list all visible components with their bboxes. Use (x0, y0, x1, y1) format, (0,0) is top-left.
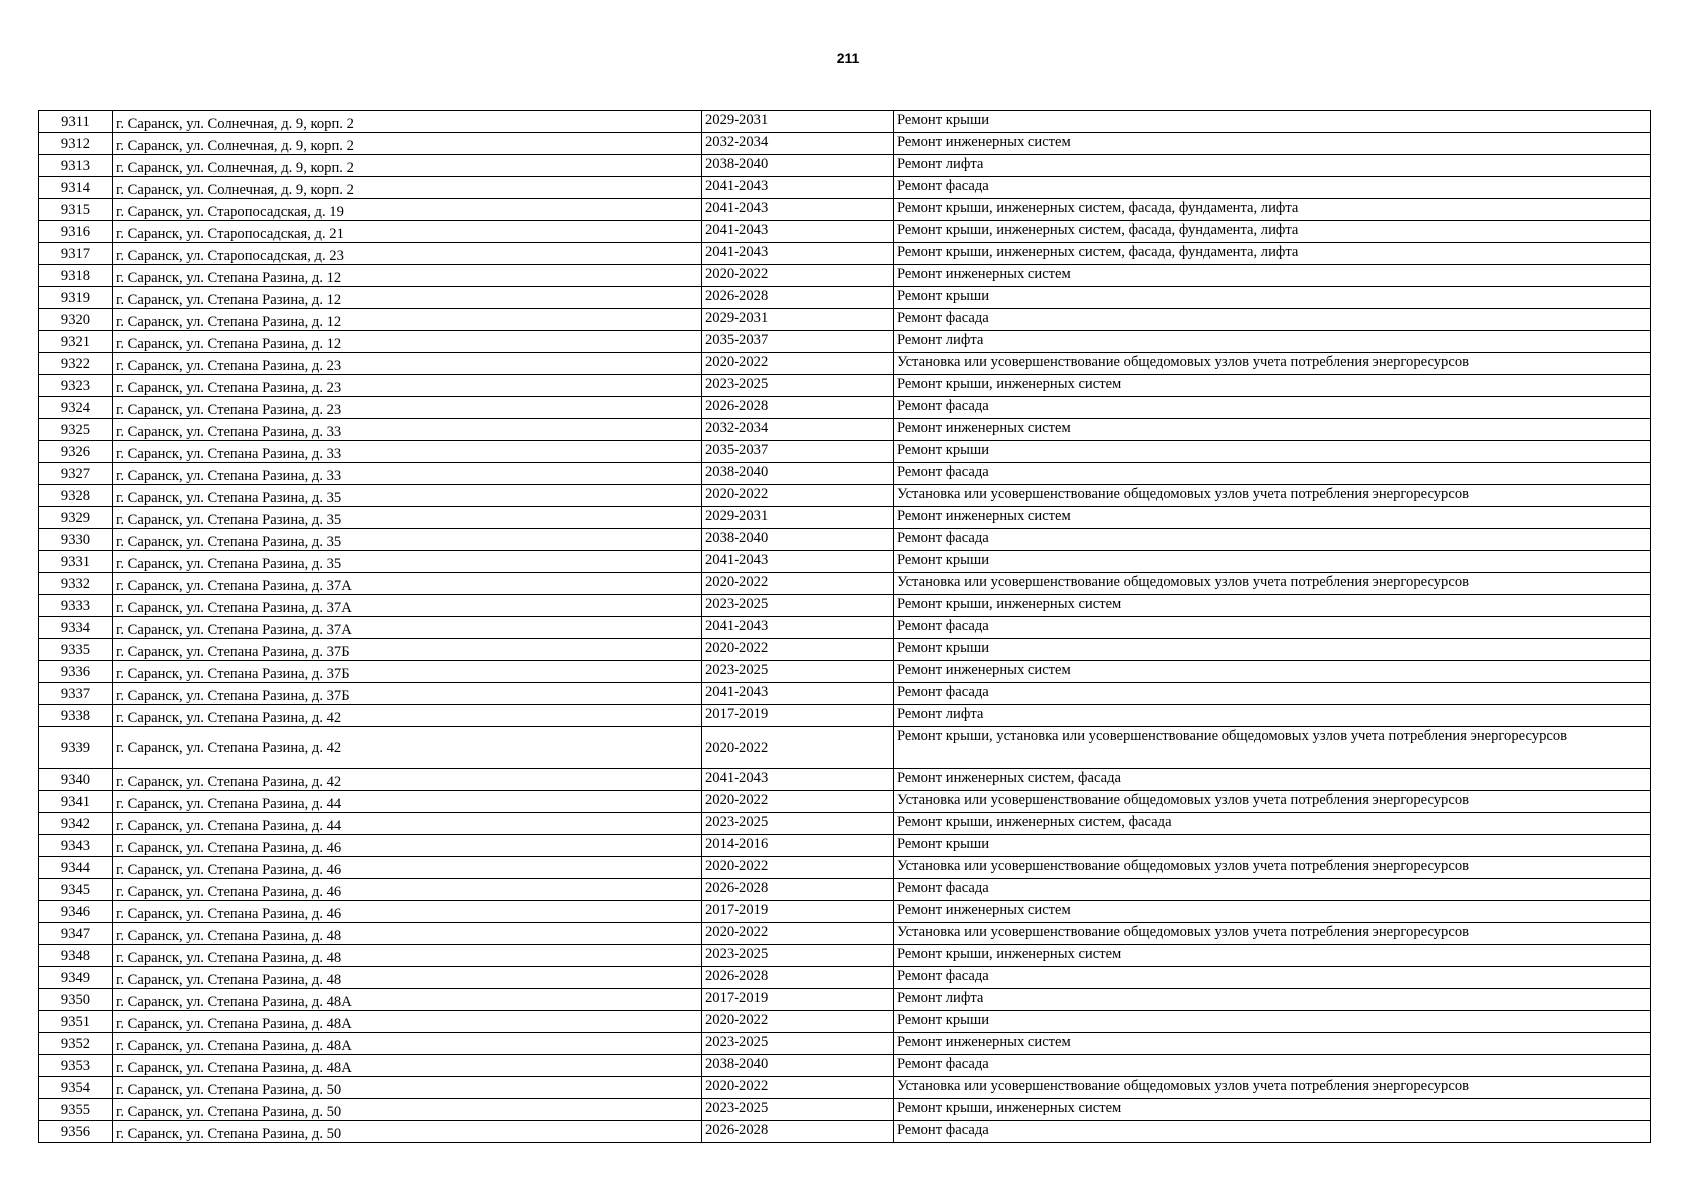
row-number: 9325 (39, 419, 113, 441)
row-address: г. Саранск, ул. Степана Разина, д. 35 (113, 507, 702, 529)
table-row (39, 309, 1651, 331)
row-number: 9345 (39, 879, 113, 901)
row-work-type: Ремонт фасада (894, 1121, 1651, 1143)
row-number: 9320 (39, 309, 113, 331)
row-work-type: Ремонт фасада (894, 177, 1651, 199)
row-period: 2017-2019 (702, 705, 894, 727)
table-row (39, 617, 1651, 639)
row-address: г. Саранск, ул. Степана Разина, д. 44 (113, 813, 702, 835)
table-row (39, 111, 1651, 133)
row-work-type: Ремонт крыши, инженерных систем (894, 375, 1651, 397)
row-address: г. Саранск, ул. Степана Разина, д. 23 (113, 397, 702, 419)
row-work-type: Установка или усовершенствование общедомовых узлов учета потребления энергоресурсов (894, 1077, 1651, 1099)
row-number: 9328 (39, 485, 113, 507)
row-address: г. Саранск, ул. Степана Разина, д. 37А (113, 573, 702, 595)
row-address: г. Саранск, ул. Степана Разина, д. 37Б (113, 661, 702, 683)
table-row (39, 1077, 1651, 1099)
table-row (39, 265, 1651, 287)
row-number: 9317 (39, 243, 113, 265)
row-period: 2020-2022 (702, 573, 894, 595)
row-number: 9339 (39, 727, 113, 769)
row-period: 2023-2025 (702, 1033, 894, 1055)
row-period: 2014-2016 (702, 835, 894, 857)
table-row (39, 199, 1651, 221)
row-number: 9348 (39, 945, 113, 967)
row-number: 9329 (39, 507, 113, 529)
row-address: г. Саранск, ул. Степана Разина, д. 42 (113, 727, 702, 769)
row-period: 2017-2019 (702, 989, 894, 1011)
table-body (39, 111, 1651, 1143)
table-row (39, 551, 1651, 573)
row-number: 9336 (39, 661, 113, 683)
row-period: 2023-2025 (702, 945, 894, 967)
row-number: 9351 (39, 1011, 113, 1033)
row-number: 9322 (39, 353, 113, 375)
table-row (39, 529, 1651, 551)
row-number: 9349 (39, 967, 113, 989)
row-number: 9319 (39, 287, 113, 309)
row-period: 2023-2025 (702, 813, 894, 835)
row-work-type: Ремонт фасада (894, 529, 1651, 551)
row-address: г. Саранск, ул. Степана Разина, д. 48 (113, 945, 702, 967)
table-row (39, 879, 1651, 901)
table-row (39, 221, 1651, 243)
row-number: 9330 (39, 529, 113, 551)
row-period: 2041-2043 (702, 617, 894, 639)
row-number: 9315 (39, 199, 113, 221)
table-row (39, 353, 1651, 375)
row-address: г. Саранск, ул. Степана Разина, д. 44 (113, 791, 702, 813)
row-period: 2020-2022 (702, 727, 894, 769)
row-address: г. Саранск, ул. Степана Разина, д. 35 (113, 485, 702, 507)
row-work-type: Ремонт инженерных систем (894, 133, 1651, 155)
row-period: 2032-2034 (702, 133, 894, 155)
row-work-type: Ремонт фасада (894, 1055, 1651, 1077)
row-number: 9338 (39, 705, 113, 727)
row-address: г. Саранск, ул. Степана Разина, д. 42 (113, 705, 702, 727)
row-period: 2020-2022 (702, 1077, 894, 1099)
row-work-type: Ремонт фасада (894, 879, 1651, 901)
row-work-type: Ремонт инженерных систем (894, 419, 1651, 441)
table-row (39, 1055, 1651, 1077)
row-work-type: Ремонт крыши, инженерных систем (894, 595, 1651, 617)
row-address: г. Саранск, ул. Старопосадская, д. 19 (113, 199, 702, 221)
table-row (39, 1099, 1651, 1121)
table-row (39, 441, 1651, 463)
row-work-type: Ремонт фасада (894, 683, 1651, 705)
row-period: 2020-2022 (702, 1011, 894, 1033)
row-period: 2026-2028 (702, 287, 894, 309)
row-address: г. Саранск, ул. Степана Разина, д. 37А (113, 595, 702, 617)
row-period: 2026-2028 (702, 967, 894, 989)
row-address: г. Саранск, ул. Степана Разина, д. 46 (113, 901, 702, 923)
table-row (39, 945, 1651, 967)
row-address: г. Саранск, ул. Солнечная, д. 9, корп. 2 (113, 133, 702, 155)
table-row (39, 287, 1651, 309)
row-address: г. Саранск, ул. Степана Разина, д. 50 (113, 1077, 702, 1099)
row-period: 2017-2019 (702, 901, 894, 923)
row-period: 2038-2040 (702, 1055, 894, 1077)
table-row (39, 835, 1651, 857)
table-row (39, 923, 1651, 945)
row-period: 2035-2037 (702, 441, 894, 463)
row-period: 2038-2040 (702, 529, 894, 551)
row-number: 9326 (39, 441, 113, 463)
row-work-type: Установка или усовершенствование общедомовых узлов учета потребления энергоресурсов (894, 573, 1651, 595)
row-period: 2020-2022 (702, 353, 894, 375)
row-work-type: Ремонт фасада (894, 967, 1651, 989)
row-period: 2020-2022 (702, 923, 894, 945)
row-number: 9347 (39, 923, 113, 945)
row-work-type: Установка или усовершенствование общедомовых узлов учета потребления энергоресурсов (894, 857, 1651, 879)
row-period: 2023-2025 (702, 661, 894, 683)
row-address: г. Саранск, ул. Степана Разина, д. 50 (113, 1121, 702, 1143)
row-work-type: Ремонт крыши, инженерных систем, фасада, фундамента, лифта (894, 221, 1651, 243)
row-address: г. Саранск, ул. Степана Разина, д. 46 (113, 879, 702, 901)
row-work-type: Установка или усовершенствование общедомовых узлов учета потребления энергоресурсов (894, 485, 1651, 507)
row-period: 2041-2043 (702, 683, 894, 705)
table-row (39, 463, 1651, 485)
table-row (39, 155, 1651, 177)
row-address: г. Саранск, ул. Степана Разина, д. 48 (113, 923, 702, 945)
row-period: 2032-2034 (702, 419, 894, 441)
row-work-type: Ремонт лифта (894, 155, 1651, 177)
row-number: 9331 (39, 551, 113, 573)
row-number: 9354 (39, 1077, 113, 1099)
row-address: г. Саранск, ул. Степана Разина, д. 37Б (113, 683, 702, 705)
row-address: г. Саранск, ул. Степана Разина, д. 48А (113, 1033, 702, 1055)
row-address: г. Саранск, ул. Степана Разина, д. 33 (113, 419, 702, 441)
row-work-type: Ремонт крыши (894, 111, 1651, 133)
row-address: г. Саранск, ул. Степана Разина, д. 42 (113, 769, 702, 791)
row-work-type: Ремонт инженерных систем (894, 901, 1651, 923)
row-period: 2020-2022 (702, 485, 894, 507)
row-work-type: Ремонт крыши (894, 835, 1651, 857)
row-address: г. Саранск, ул. Солнечная, д. 9, корп. 2 (113, 177, 702, 199)
row-work-type: Ремонт крыши (894, 1011, 1651, 1033)
row-work-type: Ремонт крыши, инженерных систем (894, 945, 1651, 967)
row-work-type: Ремонт крыши, инженерных систем, фасада, фундамента, лифта (894, 199, 1651, 221)
table-row (39, 331, 1651, 353)
table-row (39, 1033, 1651, 1055)
table-row (39, 243, 1651, 265)
row-number: 9334 (39, 617, 113, 639)
row-work-type: Ремонт крыши, инженерных систем, фасада (894, 813, 1651, 835)
row-address: г. Саранск, ул. Степана Разина, д. 48А (113, 989, 702, 1011)
row-number: 9343 (39, 835, 113, 857)
row-work-type: Ремонт фасада (894, 309, 1651, 331)
row-address: г. Саранск, ул. Степана Разина, д. 35 (113, 529, 702, 551)
row-address: г. Саранск, ул. Степана Разина, д. 12 (113, 287, 702, 309)
row-number: 9355 (39, 1099, 113, 1121)
row-period: 2038-2040 (702, 155, 894, 177)
row-period: 2041-2043 (702, 221, 894, 243)
row-period: 2029-2031 (702, 507, 894, 529)
row-number: 9350 (39, 989, 113, 1011)
row-work-type: Ремонт фасада (894, 463, 1651, 485)
row-number: 9353 (39, 1055, 113, 1077)
row-work-type: Ремонт крыши, установка или усовершенствование общедомовых узлов учета потребления энергоресурсов (894, 727, 1651, 769)
row-period: 2020-2022 (702, 265, 894, 287)
row-work-type: Ремонт крыши (894, 639, 1651, 661)
row-period: 2023-2025 (702, 1099, 894, 1121)
row-address: г. Саранск, ул. Степана Разина, д. 37Б (113, 639, 702, 661)
row-address: г. Саранск, ул. Степана Разина, д. 46 (113, 835, 702, 857)
row-period: 2026-2028 (702, 397, 894, 419)
row-period: 2041-2043 (702, 199, 894, 221)
row-address: г. Саранск, ул. Солнечная, д. 9, корп. 2 (113, 155, 702, 177)
row-address: г. Саранск, ул. Степана Разина, д. 23 (113, 375, 702, 397)
row-number: 9333 (39, 595, 113, 617)
row-number: 9341 (39, 791, 113, 813)
row-address: г. Саранск, ул. Степана Разина, д. 48А (113, 1055, 702, 1077)
row-period: 2026-2028 (702, 879, 894, 901)
row-period: 2029-2031 (702, 111, 894, 133)
row-work-type: Ремонт инженерных систем (894, 1033, 1651, 1055)
row-number: 9324 (39, 397, 113, 419)
table-row (39, 989, 1651, 1011)
row-number: 9312 (39, 133, 113, 155)
table-row (39, 507, 1651, 529)
row-number: 9352 (39, 1033, 113, 1055)
row-address: г. Саранск, ул. Степана Разина, д. 23 (113, 353, 702, 375)
table-row (39, 419, 1651, 441)
row-number: 9342 (39, 813, 113, 835)
row-work-type: Ремонт крыши, инженерных систем (894, 1099, 1651, 1121)
row-number: 9346 (39, 901, 113, 923)
row-address: г. Саранск, ул. Степана Разина, д. 48 (113, 967, 702, 989)
table-row (39, 1011, 1651, 1033)
row-work-type: Ремонт инженерных систем (894, 661, 1651, 683)
row-work-type: Ремонт инженерных систем, фасада (894, 769, 1651, 791)
table-row (39, 791, 1651, 813)
row-number: 9327 (39, 463, 113, 485)
table-row (39, 1121, 1651, 1143)
row-address: г. Саранск, ул. Солнечная, д. 9, корп. 2 (113, 111, 702, 133)
table-row (39, 683, 1651, 705)
row-address: г. Саранск, ул. Степана Разина, д. 35 (113, 551, 702, 573)
table-row (39, 639, 1651, 661)
row-number: 9318 (39, 265, 113, 287)
table-row (39, 375, 1651, 397)
row-address: г. Саранск, ул. Степана Разина, д. 46 (113, 857, 702, 879)
repair-schedule-table (38, 110, 1651, 1143)
table-row (39, 177, 1651, 199)
row-period: 2020-2022 (702, 857, 894, 879)
row-number: 9323 (39, 375, 113, 397)
row-number: 9335 (39, 639, 113, 661)
row-number: 9356 (39, 1121, 113, 1143)
row-number: 9321 (39, 331, 113, 353)
row-period: 2035-2037 (702, 331, 894, 353)
row-number: 9344 (39, 857, 113, 879)
row-work-type: Ремонт фасада (894, 617, 1651, 639)
row-address: г. Саранск, ул. Степана Разина, д. 33 (113, 463, 702, 485)
row-address: г. Саранск, ул. Степана Разина, д. 12 (113, 265, 702, 287)
row-work-type: Установка или усовершенствование общедомовых узлов учета потребления энергоресурсов (894, 353, 1651, 375)
row-period: 2038-2040 (702, 463, 894, 485)
row-address: г. Саранск, ул. Степана Разина, д. 50 (113, 1099, 702, 1121)
row-period: 2041-2043 (702, 177, 894, 199)
row-address: г. Саранск, ул. Степана Разина, д. 12 (113, 309, 702, 331)
row-period: 2020-2022 (702, 791, 894, 813)
row-work-type: Ремонт крыши, инженерных систем, фасада, фундамента, лифта (894, 243, 1651, 265)
table-row (39, 901, 1651, 923)
row-work-type: Ремонт лифта (894, 989, 1651, 1011)
row-address: г. Саранск, ул. Степана Разина, д. 48А (113, 1011, 702, 1033)
table-row (39, 573, 1651, 595)
row-period: 2023-2025 (702, 595, 894, 617)
row-number: 9316 (39, 221, 113, 243)
table-row (39, 485, 1651, 507)
row-period: 2041-2043 (702, 769, 894, 791)
row-address: г. Саранск, ул. Степана Разина, д. 12 (113, 331, 702, 353)
row-address: г. Саранск, ул. Степана Разина, д. 33 (113, 441, 702, 463)
table-row (39, 397, 1651, 419)
table-row (39, 857, 1651, 879)
row-number: 9340 (39, 769, 113, 791)
row-address: г. Саранск, ул. Старопосадская, д. 21 (113, 221, 702, 243)
table-row (39, 705, 1651, 727)
page-number: 211 (836, 50, 860, 66)
row-work-type: Ремонт лифта (894, 705, 1651, 727)
row-period: 2041-2043 (702, 551, 894, 573)
row-address: г. Саранск, ул. Степана Разина, д. 37А (113, 617, 702, 639)
row-work-type: Ремонт крыши (894, 441, 1651, 463)
row-work-type: Ремонт инженерных систем (894, 265, 1651, 287)
table-row (39, 661, 1651, 683)
row-number: 9337 (39, 683, 113, 705)
row-work-type: Установка или усовершенствование общедомовых узлов учета потребления энергоресурсов (894, 923, 1651, 945)
row-number: 9311 (39, 111, 113, 133)
row-number: 9314 (39, 177, 113, 199)
row-work-type: Ремонт инженерных систем (894, 507, 1651, 529)
row-work-type: Ремонт крыши (894, 287, 1651, 309)
table-row (39, 727, 1651, 769)
row-work-type: Установка или усовершенствование общедомовых узлов учета потребления энергоресурсов (894, 791, 1651, 813)
row-period: 2020-2022 (702, 639, 894, 661)
row-period: 2041-2043 (702, 243, 894, 265)
row-work-type: Ремонт лифта (894, 331, 1651, 353)
table-row (39, 769, 1651, 791)
row-period: 2026-2028 (702, 1121, 894, 1143)
table-row (39, 133, 1651, 155)
row-period: 2029-2031 (702, 309, 894, 331)
row-period: 2023-2025 (702, 375, 894, 397)
row-work-type: Ремонт фасада (894, 397, 1651, 419)
row-number: 9332 (39, 573, 113, 595)
row-work-type: Ремонт крыши (894, 551, 1651, 573)
row-address: г. Саранск, ул. Старопосадская, д. 23 (113, 243, 702, 265)
table-row (39, 967, 1651, 989)
table-row (39, 813, 1651, 835)
row-number: 9313 (39, 155, 113, 177)
table-row (39, 595, 1651, 617)
